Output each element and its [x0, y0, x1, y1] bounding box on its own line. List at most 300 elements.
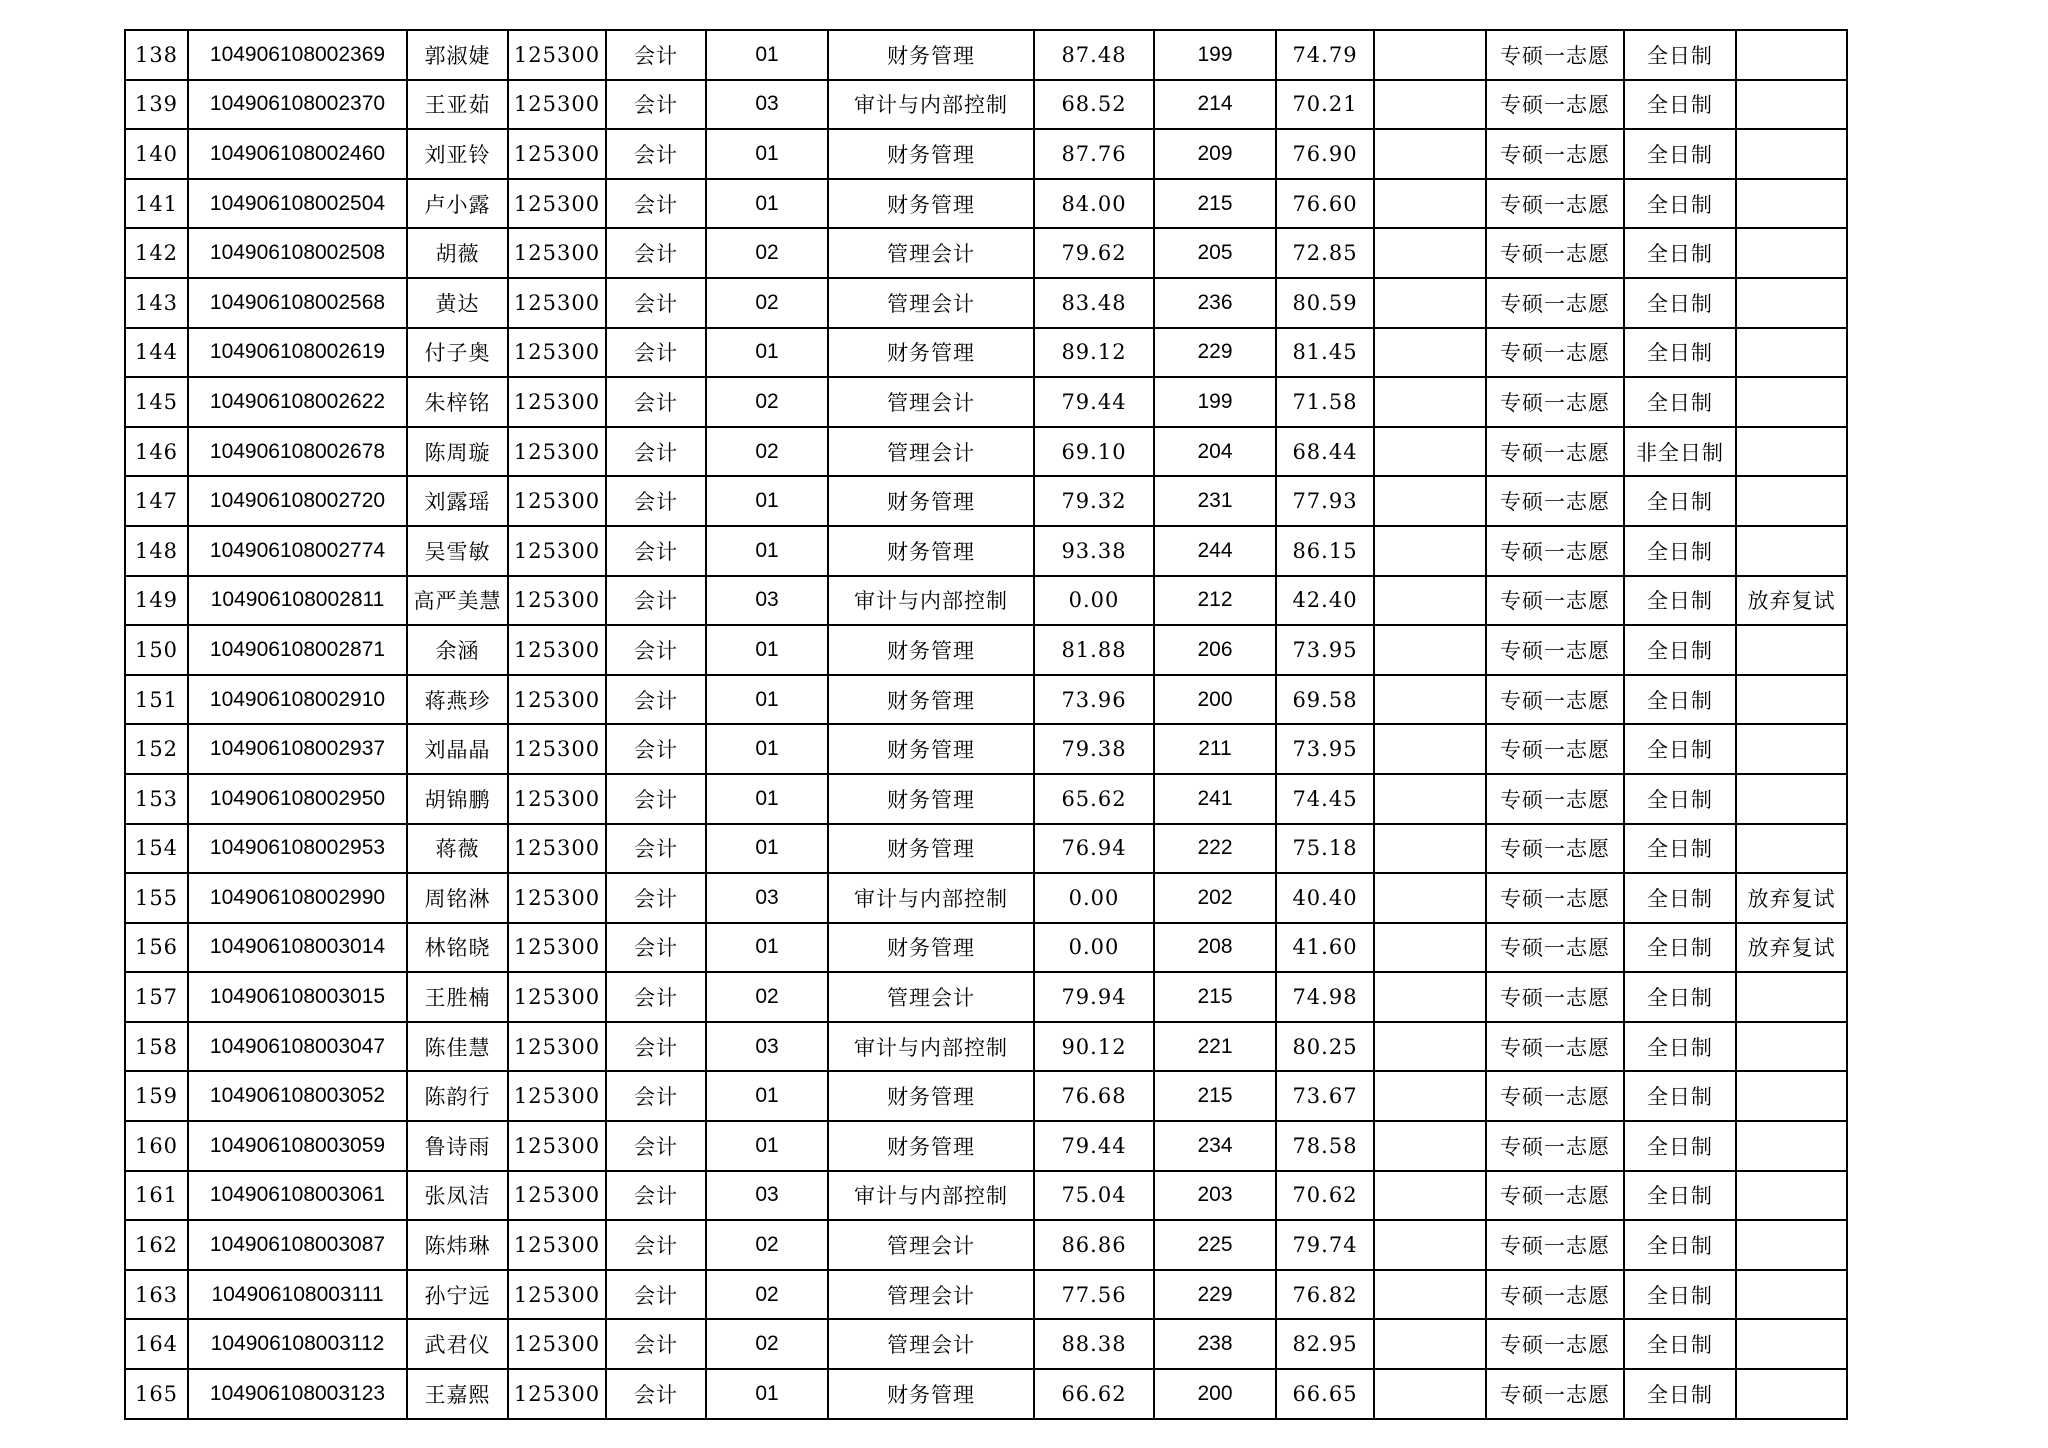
prelim-score-cell: 202: [1154, 873, 1276, 923]
results-sheet: [124, 29, 1848, 1420]
direction-code-cell: 01: [706, 774, 828, 824]
prelim-score-cell: 211: [1154, 724, 1276, 774]
direction-code-cell: 01: [706, 675, 828, 725]
major-code-cell: 125300: [508, 923, 606, 973]
blank-cell: [1374, 724, 1486, 774]
volunteer-type-cell: 专硕一志愿: [1486, 1071, 1624, 1121]
study-mode-cell: 全日制: [1624, 576, 1736, 626]
candidate-name-cell: 陈韵行: [407, 1071, 508, 1121]
row-number-cell: 152: [125, 724, 188, 774]
candidate-name-cell: 王嘉熙: [407, 1369, 508, 1419]
direction-code-cell: 03: [706, 873, 828, 923]
candidate-name-cell: 朱梓铭: [407, 377, 508, 427]
table-row: [125, 328, 1847, 378]
exam-id-cell: 104906108003061: [188, 1171, 407, 1221]
prelim-score-cell: 200: [1154, 675, 1276, 725]
row-number-cell: 144: [125, 328, 188, 378]
candidate-name-cell: 黄达: [407, 278, 508, 328]
status-note-cell: [1736, 526, 1847, 576]
direction-name-cell: 管理会计: [828, 972, 1034, 1022]
study-mode-cell: 全日制: [1624, 923, 1736, 973]
exam-id-cell: 104906108002622: [188, 377, 407, 427]
blank-cell: [1374, 1022, 1486, 1072]
major-code-cell: 125300: [508, 972, 606, 1022]
row-number-cell: 164: [125, 1319, 188, 1369]
retest-score-cell: 79.44: [1034, 377, 1154, 427]
direction-code-cell: 01: [706, 923, 828, 973]
prelim-score-cell: 225: [1154, 1220, 1276, 1270]
blank-cell: [1374, 129, 1486, 179]
exam-id-cell: 104906108002460: [188, 129, 407, 179]
status-note-cell: 放弃复试: [1736, 923, 1847, 973]
total-score-cell: 77.93: [1276, 476, 1374, 526]
direction-name-cell: 管理会计: [828, 278, 1034, 328]
direction-code-cell: 01: [706, 724, 828, 774]
row-number-cell: 154: [125, 824, 188, 874]
major-name-cell: 会计: [606, 774, 706, 824]
prelim-score-cell: 203: [1154, 1171, 1276, 1221]
study-mode-cell: 全日制: [1624, 724, 1736, 774]
major-name-cell: 会计: [606, 1022, 706, 1072]
total-score-cell: 78.58: [1276, 1121, 1374, 1171]
major-code-cell: 125300: [508, 228, 606, 278]
major-name-cell: 会计: [606, 377, 706, 427]
blank-cell: [1374, 824, 1486, 874]
prelim-score-cell: 238: [1154, 1319, 1276, 1369]
candidate-name-cell: 刘亚铃: [407, 129, 508, 179]
major-code-cell: 125300: [508, 278, 606, 328]
study-mode-cell: 全日制: [1624, 1220, 1736, 1270]
direction-name-cell: 管理会计: [828, 228, 1034, 278]
major-code-cell: 125300: [508, 80, 606, 130]
volunteer-type-cell: 专硕一志愿: [1486, 427, 1624, 477]
candidate-name-cell: 刘露瑶: [407, 476, 508, 526]
study-mode-cell: 全日制: [1624, 1171, 1736, 1221]
row-number-cell: 163: [125, 1270, 188, 1320]
major-name-cell: 会计: [606, 1171, 706, 1221]
row-number-cell: 146: [125, 427, 188, 477]
retest-score-cell: 68.52: [1034, 80, 1154, 130]
total-score-cell: 40.40: [1276, 873, 1374, 923]
direction-code-cell: 02: [706, 1270, 828, 1320]
row-number-cell: 151: [125, 675, 188, 725]
direction-name-cell: 财务管理: [828, 724, 1034, 774]
major-name-cell: 会计: [606, 873, 706, 923]
study-mode-cell: 全日制: [1624, 328, 1736, 378]
retest-score-cell: 0.00: [1034, 576, 1154, 626]
retest-score-cell: 75.04: [1034, 1171, 1154, 1221]
exam-id-cell: 104906108002910: [188, 675, 407, 725]
exam-id-cell: 104906108003014: [188, 923, 407, 973]
row-number-cell: 161: [125, 1171, 188, 1221]
total-score-cell: 70.62: [1276, 1171, 1374, 1221]
blank-cell: [1374, 476, 1486, 526]
major-name-cell: 会计: [606, 30, 706, 80]
status-note-cell: [1736, 328, 1847, 378]
total-score-cell: 73.67: [1276, 1071, 1374, 1121]
status-note-cell: [1736, 30, 1847, 80]
row-number-cell: 155: [125, 873, 188, 923]
candidate-name-cell: 余涵: [407, 625, 508, 675]
table-row: [125, 873, 1847, 923]
retest-score-cell: 79.94: [1034, 972, 1154, 1022]
table-row: [125, 228, 1847, 278]
major-name-cell: 会计: [606, 476, 706, 526]
study-mode-cell: 全日制: [1624, 179, 1736, 229]
status-note-cell: [1736, 278, 1847, 328]
total-score-cell: 70.21: [1276, 80, 1374, 130]
exam-id-cell: 104906108002871: [188, 625, 407, 675]
major-name-cell: 会计: [606, 1369, 706, 1419]
row-number-cell: 156: [125, 923, 188, 973]
exam-id-cell: 104906108003059: [188, 1121, 407, 1171]
row-number-cell: 158: [125, 1022, 188, 1072]
retest-score-cell: 81.88: [1034, 625, 1154, 675]
candidate-name-cell: 郭淑婕: [407, 30, 508, 80]
table-body: [125, 30, 1847, 1419]
blank-cell: [1374, 972, 1486, 1022]
exam-id-cell: 104906108002720: [188, 476, 407, 526]
direction-name-cell: 财务管理: [828, 824, 1034, 874]
retest-score-cell: 76.68: [1034, 1071, 1154, 1121]
direction-code-cell: 01: [706, 179, 828, 229]
blank-cell: [1374, 526, 1486, 576]
row-number-cell: 153: [125, 774, 188, 824]
volunteer-type-cell: 专硕一志愿: [1486, 873, 1624, 923]
table-row: [125, 526, 1847, 576]
status-note-cell: [1736, 1121, 1847, 1171]
volunteer-type-cell: 专硕一志愿: [1486, 228, 1624, 278]
blank-cell: [1374, 278, 1486, 328]
prelim-score-cell: 199: [1154, 30, 1276, 80]
exam-id-cell: 104906108002568: [188, 278, 407, 328]
direction-name-cell: 审计与内部控制: [828, 80, 1034, 130]
direction-code-cell: 03: [706, 80, 828, 130]
direction-code-cell: 02: [706, 278, 828, 328]
study-mode-cell: 全日制: [1624, 80, 1736, 130]
exam-id-cell: 104906108002774: [188, 526, 407, 576]
direction-name-cell: 财务管理: [828, 625, 1034, 675]
prelim-score-cell: 229: [1154, 1270, 1276, 1320]
study-mode-cell: 全日制: [1624, 278, 1736, 328]
total-score-cell: 80.25: [1276, 1022, 1374, 1072]
total-score-cell: 69.58: [1276, 675, 1374, 725]
major-code-cell: 125300: [508, 1121, 606, 1171]
major-name-cell: 会计: [606, 724, 706, 774]
major-name-cell: 会计: [606, 1270, 706, 1320]
major-code-cell: 125300: [508, 476, 606, 526]
table-row: [125, 923, 1847, 973]
major-code-cell: 125300: [508, 873, 606, 923]
row-number-cell: 149: [125, 576, 188, 626]
direction-code-cell: 02: [706, 1319, 828, 1369]
table-row: [125, 30, 1847, 80]
major-code-cell: 125300: [508, 129, 606, 179]
status-note-cell: [1736, 179, 1847, 229]
exam-id-cell: 104906108003047: [188, 1022, 407, 1072]
direction-code-cell: 01: [706, 824, 828, 874]
candidate-name-cell: 武君仪: [407, 1319, 508, 1369]
direction-name-cell: 管理会计: [828, 1270, 1034, 1320]
study-mode-cell: 全日制: [1624, 228, 1736, 278]
direction-name-cell: 管理会计: [828, 1319, 1034, 1369]
prelim-score-cell: 241: [1154, 774, 1276, 824]
major-code-cell: 125300: [508, 1022, 606, 1072]
direction-name-cell: 财务管理: [828, 1121, 1034, 1171]
candidate-name-cell: 付子奥: [407, 328, 508, 378]
direction-name-cell: 财务管理: [828, 1071, 1034, 1121]
table-row: [125, 1369, 1847, 1419]
exam-id-cell: 104906108003112: [188, 1319, 407, 1369]
study-mode-cell: 全日制: [1624, 1369, 1736, 1419]
status-note-cell: [1736, 774, 1847, 824]
volunteer-type-cell: 专硕一志愿: [1486, 476, 1624, 526]
volunteer-type-cell: 专硕一志愿: [1486, 30, 1624, 80]
volunteer-type-cell: 专硕一志愿: [1486, 576, 1624, 626]
row-number-cell: 140: [125, 129, 188, 179]
direction-name-cell: 审计与内部控制: [828, 576, 1034, 626]
direction-name-cell: 财务管理: [828, 179, 1034, 229]
retest-score-cell: 90.12: [1034, 1022, 1154, 1072]
status-note-cell: [1736, 972, 1847, 1022]
prelim-score-cell: 234: [1154, 1121, 1276, 1171]
blank-cell: [1374, 675, 1486, 725]
candidate-name-cell: 蒋燕珍: [407, 675, 508, 725]
blank-cell: [1374, 1319, 1486, 1369]
major-name-cell: 会计: [606, 80, 706, 130]
volunteer-type-cell: 专硕一志愿: [1486, 179, 1624, 229]
direction-name-cell: 财务管理: [828, 476, 1034, 526]
direction-name-cell: 财务管理: [828, 1369, 1034, 1419]
direction-code-cell: 02: [706, 427, 828, 477]
direction-name-cell: 管理会计: [828, 427, 1034, 477]
study-mode-cell: 非全日制: [1624, 427, 1736, 477]
retest-score-cell: 87.76: [1034, 129, 1154, 179]
direction-name-cell: 管理会计: [828, 377, 1034, 427]
direction-name-cell: 财务管理: [828, 774, 1034, 824]
study-mode-cell: 全日制: [1624, 377, 1736, 427]
major-code-cell: 125300: [508, 328, 606, 378]
retest-score-cell: 79.44: [1034, 1121, 1154, 1171]
volunteer-type-cell: 专硕一志愿: [1486, 377, 1624, 427]
status-note-cell: [1736, 427, 1847, 477]
major-name-cell: 会计: [606, 228, 706, 278]
retest-score-cell: 65.62: [1034, 774, 1154, 824]
volunteer-type-cell: 专硕一志愿: [1486, 972, 1624, 1022]
status-note-cell: [1736, 1220, 1847, 1270]
volunteer-type-cell: 专硕一志愿: [1486, 774, 1624, 824]
direction-code-cell: 02: [706, 377, 828, 427]
table-row: [125, 576, 1847, 626]
direction-code-cell: 01: [706, 526, 828, 576]
exam-id-cell: 104906108003087: [188, 1220, 407, 1270]
major-name-cell: 会计: [606, 278, 706, 328]
direction-code-cell: 01: [706, 1121, 828, 1171]
study-mode-cell: 全日制: [1624, 873, 1736, 923]
retest-score-cell: 66.62: [1034, 1369, 1154, 1419]
candidate-name-cell: 鲁诗雨: [407, 1121, 508, 1171]
direction-name-cell: 审计与内部控制: [828, 1022, 1034, 1072]
retest-score-cell: 79.38: [1034, 724, 1154, 774]
exam-id-cell: 104906108002370: [188, 80, 407, 130]
prelim-score-cell: 215: [1154, 972, 1276, 1022]
candidate-name-cell: 蒋薇: [407, 824, 508, 874]
row-number-cell: 150: [125, 625, 188, 675]
blank-cell: [1374, 179, 1486, 229]
row-number-cell: 145: [125, 377, 188, 427]
exam-id-cell: 104906108002369: [188, 30, 407, 80]
status-note-cell: [1736, 1319, 1847, 1369]
total-score-cell: 73.95: [1276, 625, 1374, 675]
volunteer-type-cell: 专硕一志愿: [1486, 1121, 1624, 1171]
status-note-cell: 放弃复试: [1736, 873, 1847, 923]
status-note-cell: [1736, 675, 1847, 725]
study-mode-cell: 全日制: [1624, 1319, 1736, 1369]
row-number-cell: 147: [125, 476, 188, 526]
prelim-score-cell: 221: [1154, 1022, 1276, 1072]
table-row: [125, 675, 1847, 725]
total-score-cell: 68.44: [1276, 427, 1374, 477]
direction-code-cell: 01: [706, 129, 828, 179]
table-row: [125, 724, 1847, 774]
major-name-cell: 会计: [606, 129, 706, 179]
total-score-cell: 79.74: [1276, 1220, 1374, 1270]
major-code-cell: 125300: [508, 1270, 606, 1320]
volunteer-type-cell: 专硕一志愿: [1486, 1369, 1624, 1419]
total-score-cell: 74.79: [1276, 30, 1374, 80]
total-score-cell: 76.82: [1276, 1270, 1374, 1320]
row-number-cell: 141: [125, 179, 188, 229]
row-number-cell: 159: [125, 1071, 188, 1121]
direction-code-cell: 03: [706, 1022, 828, 1072]
status-note-cell: [1736, 1022, 1847, 1072]
blank-cell: [1374, 1171, 1486, 1221]
study-mode-cell: 全日制: [1624, 1022, 1736, 1072]
volunteer-type-cell: 专硕一志愿: [1486, 923, 1624, 973]
total-score-cell: 74.45: [1276, 774, 1374, 824]
blank-cell: [1374, 576, 1486, 626]
retest-score-cell: 73.96: [1034, 675, 1154, 725]
blank-cell: [1374, 1369, 1486, 1419]
candidate-name-cell: 刘晶晶: [407, 724, 508, 774]
table-row: [125, 1319, 1847, 1369]
exam-id-cell: 104906108002937: [188, 724, 407, 774]
candidate-name-cell: 陈周璇: [407, 427, 508, 477]
major-code-cell: 125300: [508, 1319, 606, 1369]
status-note-cell: [1736, 1071, 1847, 1121]
major-code-cell: 125300: [508, 1369, 606, 1419]
status-note-cell: [1736, 228, 1847, 278]
direction-code-cell: 03: [706, 1171, 828, 1221]
exam-id-cell: 104906108002950: [188, 774, 407, 824]
direction-code-cell: 02: [706, 1220, 828, 1270]
table-row: [125, 1220, 1847, 1270]
blank-cell: [1374, 923, 1486, 973]
major-name-cell: 会计: [606, 328, 706, 378]
major-code-cell: 125300: [508, 625, 606, 675]
table-row: [125, 278, 1847, 328]
prelim-score-cell: 244: [1154, 526, 1276, 576]
candidate-name-cell: 胡锦鹏: [407, 774, 508, 824]
row-number-cell: 157: [125, 972, 188, 1022]
prelim-score-cell: 212: [1154, 576, 1276, 626]
study-mode-cell: 全日制: [1624, 1121, 1736, 1171]
study-mode-cell: 全日制: [1624, 824, 1736, 874]
status-note-cell: [1736, 129, 1847, 179]
row-number-cell: 148: [125, 526, 188, 576]
row-number-cell: 160: [125, 1121, 188, 1171]
study-mode-cell: 全日制: [1624, 129, 1736, 179]
exam-id-cell: 104906108002504: [188, 179, 407, 229]
major-name-cell: 会计: [606, 1220, 706, 1270]
total-score-cell: 80.59: [1276, 278, 1374, 328]
table-row: [125, 377, 1847, 427]
candidate-name-cell: 高严美慧: [407, 576, 508, 626]
status-note-cell: [1736, 824, 1847, 874]
table-row: [125, 625, 1847, 675]
status-note-cell: [1736, 80, 1847, 130]
candidate-name-cell: 孙宁远: [407, 1270, 508, 1320]
major-name-cell: 会计: [606, 1319, 706, 1369]
direction-name-cell: 财务管理: [828, 30, 1034, 80]
major-code-cell: 125300: [508, 675, 606, 725]
major-name-cell: 会计: [606, 824, 706, 874]
major-code-cell: 125300: [508, 377, 606, 427]
study-mode-cell: 全日制: [1624, 774, 1736, 824]
retest-score-cell: 84.00: [1034, 179, 1154, 229]
row-number-cell: 142: [125, 228, 188, 278]
volunteer-type-cell: 专硕一志愿: [1486, 625, 1624, 675]
exam-id-cell: 104906108002508: [188, 228, 407, 278]
total-score-cell: 74.98: [1276, 972, 1374, 1022]
major-name-cell: 会计: [606, 675, 706, 725]
retest-score-cell: 77.56: [1034, 1270, 1154, 1320]
total-score-cell: 71.58: [1276, 377, 1374, 427]
exam-id-cell: 104906108002678: [188, 427, 407, 477]
total-score-cell: 72.85: [1276, 228, 1374, 278]
volunteer-type-cell: 专硕一志愿: [1486, 278, 1624, 328]
direction-name-cell: 财务管理: [828, 129, 1034, 179]
major-name-cell: 会计: [606, 972, 706, 1022]
blank-cell: [1374, 427, 1486, 477]
table-row: [125, 129, 1847, 179]
blank-cell: [1374, 328, 1486, 378]
major-code-cell: 125300: [508, 427, 606, 477]
blank-cell: [1374, 228, 1486, 278]
blank-cell: [1374, 377, 1486, 427]
retest-score-cell: 89.12: [1034, 328, 1154, 378]
direction-name-cell: 审计与内部控制: [828, 873, 1034, 923]
study-mode-cell: 全日制: [1624, 476, 1736, 526]
prelim-score-cell: 204: [1154, 427, 1276, 477]
status-note-cell: [1736, 1270, 1847, 1320]
volunteer-type-cell: 专硕一志愿: [1486, 1171, 1624, 1221]
major-code-cell: 125300: [508, 576, 606, 626]
table-row: [125, 1270, 1847, 1320]
blank-cell: [1374, 873, 1486, 923]
table-row: [125, 476, 1847, 526]
major-name-cell: 会计: [606, 526, 706, 576]
total-score-cell: 76.60: [1276, 179, 1374, 229]
table-row: [125, 1022, 1847, 1072]
study-mode-cell: 全日制: [1624, 526, 1736, 576]
prelim-score-cell: 215: [1154, 1071, 1276, 1121]
direction-name-cell: 财务管理: [828, 923, 1034, 973]
table-row: [125, 179, 1847, 229]
volunteer-type-cell: 专硕一志愿: [1486, 724, 1624, 774]
prelim-score-cell: 199: [1154, 377, 1276, 427]
direction-code-cell: 01: [706, 328, 828, 378]
